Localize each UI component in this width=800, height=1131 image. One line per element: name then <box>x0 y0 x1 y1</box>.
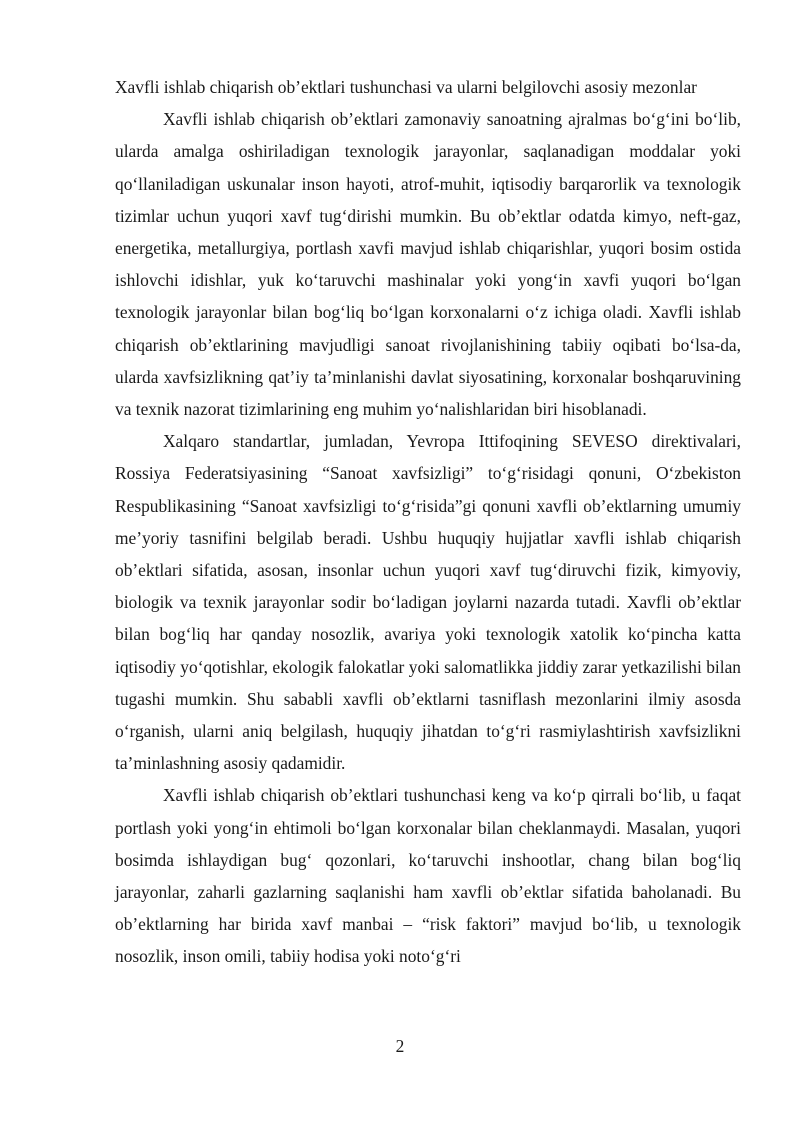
paragraph-3: Xavfli ishlab chiqarish ob’ektlari tushunchasi keng va ko‘p qirrali bo‘lib, u faqat portlash yoki yong‘in ehtimoli bo‘lgan korxonalar bilan cheklanmaydi. Masalan, yuqori bosimda ishlaydigan bug‘ qozonlari, ko‘taruvchi inshootlar, chang bilan bog‘liq jarayonlar, zaharli gazlarning saqlanishi ham xavfli ob’ektlar sifatida baholanadi. Bu ob’ektlarning har birida xavf manbai – “risk faktori” mavjud bo‘lib, u texnologik nosozlik, inson omili, tabiiy hodisa yoki noto‘g‘ri <box>115 785 741 967</box>
page-number: 2 <box>395 1036 405 1056</box>
paragraph-1: Xavfli ishlab chiqarish ob’ektlari zamonaviy sanoatning ajralmas bo‘g‘ini bo‘lib, ularda amalga oshiriladigan texnologik jarayonlar, saqlanadigan moddalar yoki qo‘llaniladigan uskunalar inson hayoti, atrof-muhit, iqtisodiy barqarorlik va texnologik tizimlar uchun yuqori xavf tug‘dirishi mumkin. Bu ob’ektlar odatda kimyo, neft-gaz, energetika, metallurgiya, portlash xavfi mavjud ishlab chiqarishlar, yuqori bosim ostida ishlovchi idishlar, yuk ko‘taruvchi mashinalar yoki yong‘in xavfi yuqori bo‘lgan texnologik jarayonlar bilan bog‘liq bo‘lgan korxonalarni o‘z ichiga oladi. Xavfli ishlab chiqarish ob’ektlarining mavjudligi sanoat rivojlanishining tabiiy oqibati bo‘lsa-da, ularda xavfsizlikning qat’iy ta’minlanishi davlat siyosatining, korxonalar boshqaruvining va texnik nazorat tizimlarining eng muhim yo‘nalishlaridan biri hisoblanadi. <box>115 109 741 420</box>
paragraph-2: Xalqaro standartlar, jumladan, Yevropa Ittifoqining SEVESO direktivalari, Rossiya Federatsiyasining “Sanoat xavfsizligi” to‘g‘risidagi qonuni, O‘zbekiston Respublikasining “Sanoat xavfsizligi to‘g‘risida”gi qonuni xavfli ob’ektlarning umumiy me’yoriy tasnifini belgilab beradi. Ushbu huquqiy hujjatlar xavfli ishlab chiqarish ob’ektlari sifatida, asosan, insonlar uchun yuqori xavf tug‘diruvchi fizik, kimyoviy, biologik va texnik jarayonlar sodir bo‘ladigan joylarni nazarda tutadi. Xavfli ob’ektlar bilan bog‘liq har qanday nosozlik, avariya yoki texnologik xatolik ko‘pincha katta iqtisodiy yo‘qotishlar, ekologik falokatlar yoki salomatlikka jiddiy zarar yetkazilishi bilan tugashi mumkin. Shu sababli xavfli ob’ektlarni tasniflash mezonlarini ilmiy asosda o‘rganish, ularni aniq belgilash, huquqiy jihatdan to‘g‘ri rasmiylashtirish xavfsizlikni ta’minlashning asosiy qadamidir. <box>115 431 741 774</box>
section-heading: Xavfli ishlab chiqarish ob’ektlari tushunchasi va ularni belgilovchi asosiy mezonlar <box>115 77 697 97</box>
document-body <box>115 71 741 973</box>
